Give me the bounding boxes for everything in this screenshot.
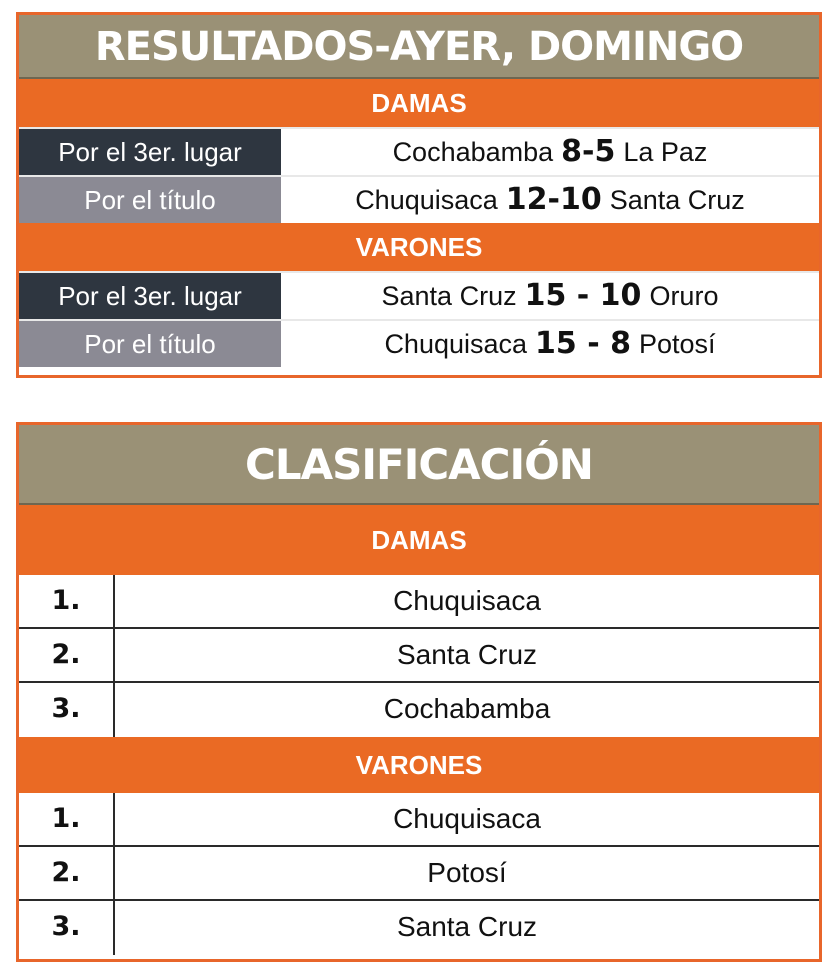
classification-team: Chuquisaca: [393, 585, 541, 616]
result-score: 15 - 10: [524, 278, 642, 313]
result-match: [281, 273, 819, 319]
classification-position: 3.: [19, 901, 115, 955]
result-team1: Cochabamba: [392, 137, 554, 167]
classification-position: 1.: [19, 793, 115, 845]
classification-team: Santa Cruz: [396, 639, 538, 670]
result-score: 12-10: [505, 182, 602, 217]
classification-position: 2.: [19, 847, 115, 899]
result-team2: Santa Cruz: [609, 185, 745, 215]
result-stage-label: Por el 3er. lugar: [19, 273, 281, 319]
classification-section-varones-header: VARONES: [19, 737, 819, 793]
results-title: RESULTADOS-AYER, DOMINGO: [19, 15, 819, 79]
result-stage-label: Por el título: [19, 177, 281, 223]
result-team2: Oruro: [649, 281, 719, 311]
results-row: [19, 175, 819, 223]
classification-position: 1.: [19, 575, 115, 627]
classification-damas-list: [19, 575, 819, 737]
classification-position: 2.: [19, 629, 115, 681]
result-team1: Chuquisaca: [355, 185, 498, 215]
result-team1: Chuquisaca: [384, 329, 528, 359]
results-panel: [16, 12, 822, 378]
classification-panel: [16, 422, 822, 962]
results-section-varones-header: VARONES: [19, 223, 819, 271]
result-score: 15 - 8: [535, 326, 631, 361]
classification-position: 3.: [19, 683, 115, 737]
result-team1: Santa Cruz: [381, 281, 517, 311]
result-team2: Potosí: [639, 329, 716, 359]
classification-section-damas-header: DAMAS: [19, 505, 819, 575]
classification-row: [19, 847, 819, 901]
classification-varones-list: [19, 793, 819, 955]
classification-row: [19, 793, 819, 847]
results-row: [19, 127, 819, 175]
classification-team: Cochabamba: [383, 693, 551, 724]
classification-row: [19, 575, 819, 629]
classification-row: [19, 901, 819, 955]
results-row: [19, 271, 819, 319]
result-match: [281, 177, 819, 223]
classification-row: [19, 683, 819, 737]
result-team2: La Paz: [623, 137, 708, 167]
result-match: [281, 129, 819, 175]
results-section-damas-header: DAMAS: [19, 79, 819, 127]
classification-team: Chuquisaca: [393, 803, 541, 834]
classification-title: CLASIFICACIÓN: [19, 425, 819, 505]
result-match: [281, 321, 819, 367]
result-stage-label: Por el título: [19, 321, 281, 367]
results-row: [19, 319, 819, 367]
result-stage-label: Por el 3er. lugar: [19, 129, 281, 175]
result-score: 8-5: [561, 134, 616, 169]
classification-team: Santa Cruz: [396, 911, 538, 942]
classification-team: Potosí: [427, 857, 507, 888]
classification-row: [19, 629, 819, 683]
